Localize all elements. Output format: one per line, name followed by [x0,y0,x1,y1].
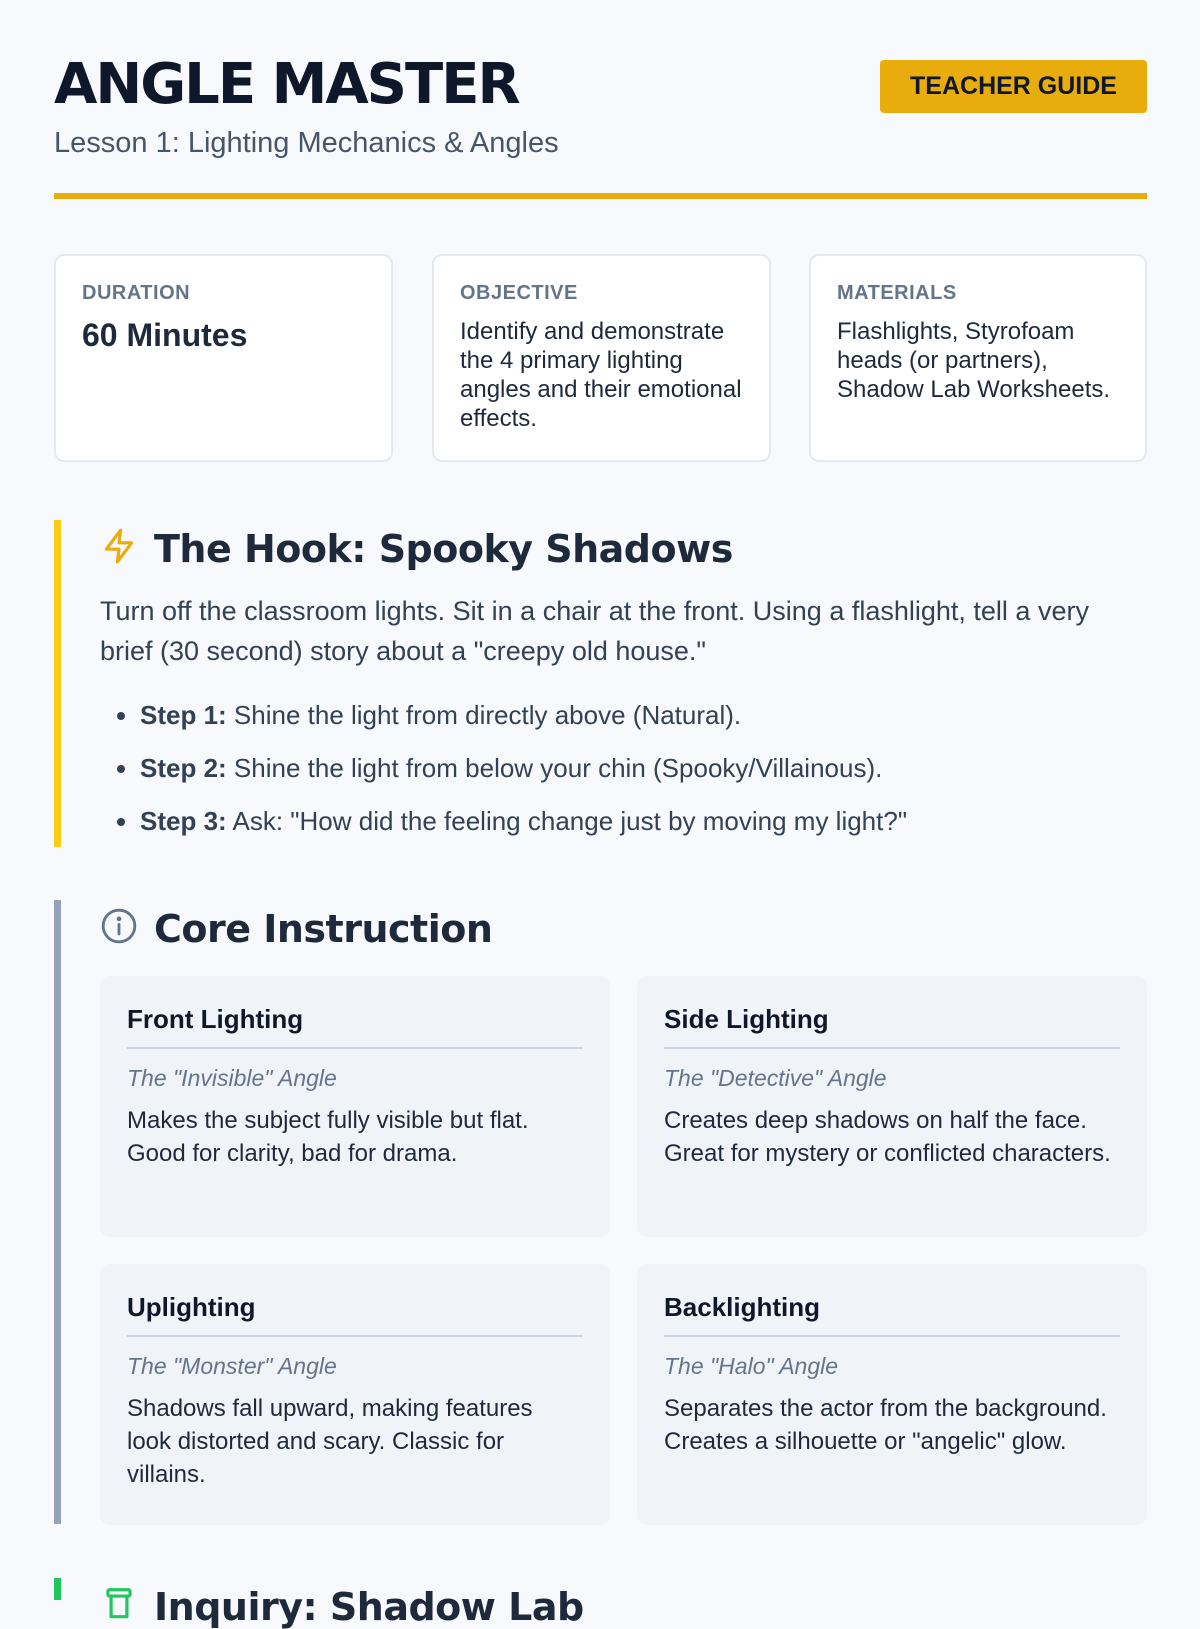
step-text: Shine the light from directly above (Natural). [226,700,742,730]
objective-card [432,254,771,462]
inquiry-heading [100,1578,1147,1629]
step-label: Step 1: [140,700,227,730]
hook-steps [100,689,1147,848]
duration-label: DURATION [82,282,191,304]
angle-card-subtitle: The "Detective" Angle [664,1065,887,1091]
info-cards [54,254,1147,466]
list-item [140,795,1147,848]
core-title: Core Instruction [154,906,493,951]
angle-card-front [100,976,610,1237]
hook-accent-bar [54,520,61,847]
inquiry-title: Inquiry: Shadow Lab [154,1584,584,1629]
angle-cards-grid [100,976,1147,1526]
hook-title: The Hook: Spooky Shadows [154,526,733,571]
step-label: Step 3: [140,806,227,836]
angle-card-title: Backlighting [664,1292,1120,1337]
materials-label: MATERIALS [837,282,957,304]
inquiry-section [54,1578,1147,1629]
materials-card [809,254,1147,462]
objective-value: Identify and demonstrate the 4 primary lighting angles and their emotional effects. [460,318,742,432]
header-divider [54,193,1147,199]
angle-card-uplighting [100,1264,610,1525]
step-label: Step 2: [140,753,227,783]
angle-card-text: Makes the subject fully visible but flat. Good for clarity, bad for drama. [127,1107,529,1167]
page-header [54,0,1147,200]
angle-card-text: Creates deep shadows on half the face. Great for mystery or conflicted characters. [664,1107,1111,1167]
angle-card-backlighting [637,1264,1147,1525]
materials-value: Flashlights, Styrofoam heads (or partners), Shadow Lab Worksheets. [837,318,1111,403]
info-icon [100,906,154,951]
list-item [140,742,1147,795]
hook-intro: Turn off the classroom lights. Sit in a chair at the front. Using a flashlight, tell a very brief (30 second) story about a "creepy old house." [100,596,1089,666]
angle-card-title: Side Lighting [664,1004,1120,1049]
angle-card-subtitle: The "Monster" Angle [127,1353,337,1379]
angle-card-text: Separates the actor from the background. Creates a silhouette or "angelic" glow. [664,1395,1107,1455]
step-text: Ask: "How did the feeling change just by moving my light?" [226,806,908,836]
list-item [140,689,1147,742]
objective-label: OBJECTIVE [460,282,578,304]
angle-card-title: Front Lighting [127,1004,583,1049]
inquiry-accent-bar [54,1578,61,1600]
teacher-guide-button[interactable]: TEACHER GUIDE [880,60,1147,113]
angle-card-text: Shadows fall upward, making features look distorted and scary. Classic for villains. [127,1395,533,1488]
core-section [54,900,1147,1524]
angle-card-side [637,976,1147,1237]
page-title: ANGLE MASTER [54,52,519,117]
core-heading [100,900,1147,951]
duration-card [54,254,393,462]
angle-card-subtitle: The "Invisible" Angle [127,1065,337,1091]
core-accent-bar [54,900,61,1524]
beaker-icon [100,1584,154,1629]
angle-card-subtitle: The "Halo" Angle [664,1353,839,1379]
hook-heading [100,520,1147,571]
lesson-page [54,0,1147,1629]
hook-section [54,520,1147,847]
angle-card-title: Uplighting [127,1292,583,1337]
lightning-icon [100,526,154,571]
step-text: Shine the light from below your chin (Spooky/Villainous). [226,753,883,783]
duration-value: 60 Minutes [82,317,248,353]
lesson-subtitle: Lesson 1: Lighting Mechanics & Angles [54,127,559,159]
